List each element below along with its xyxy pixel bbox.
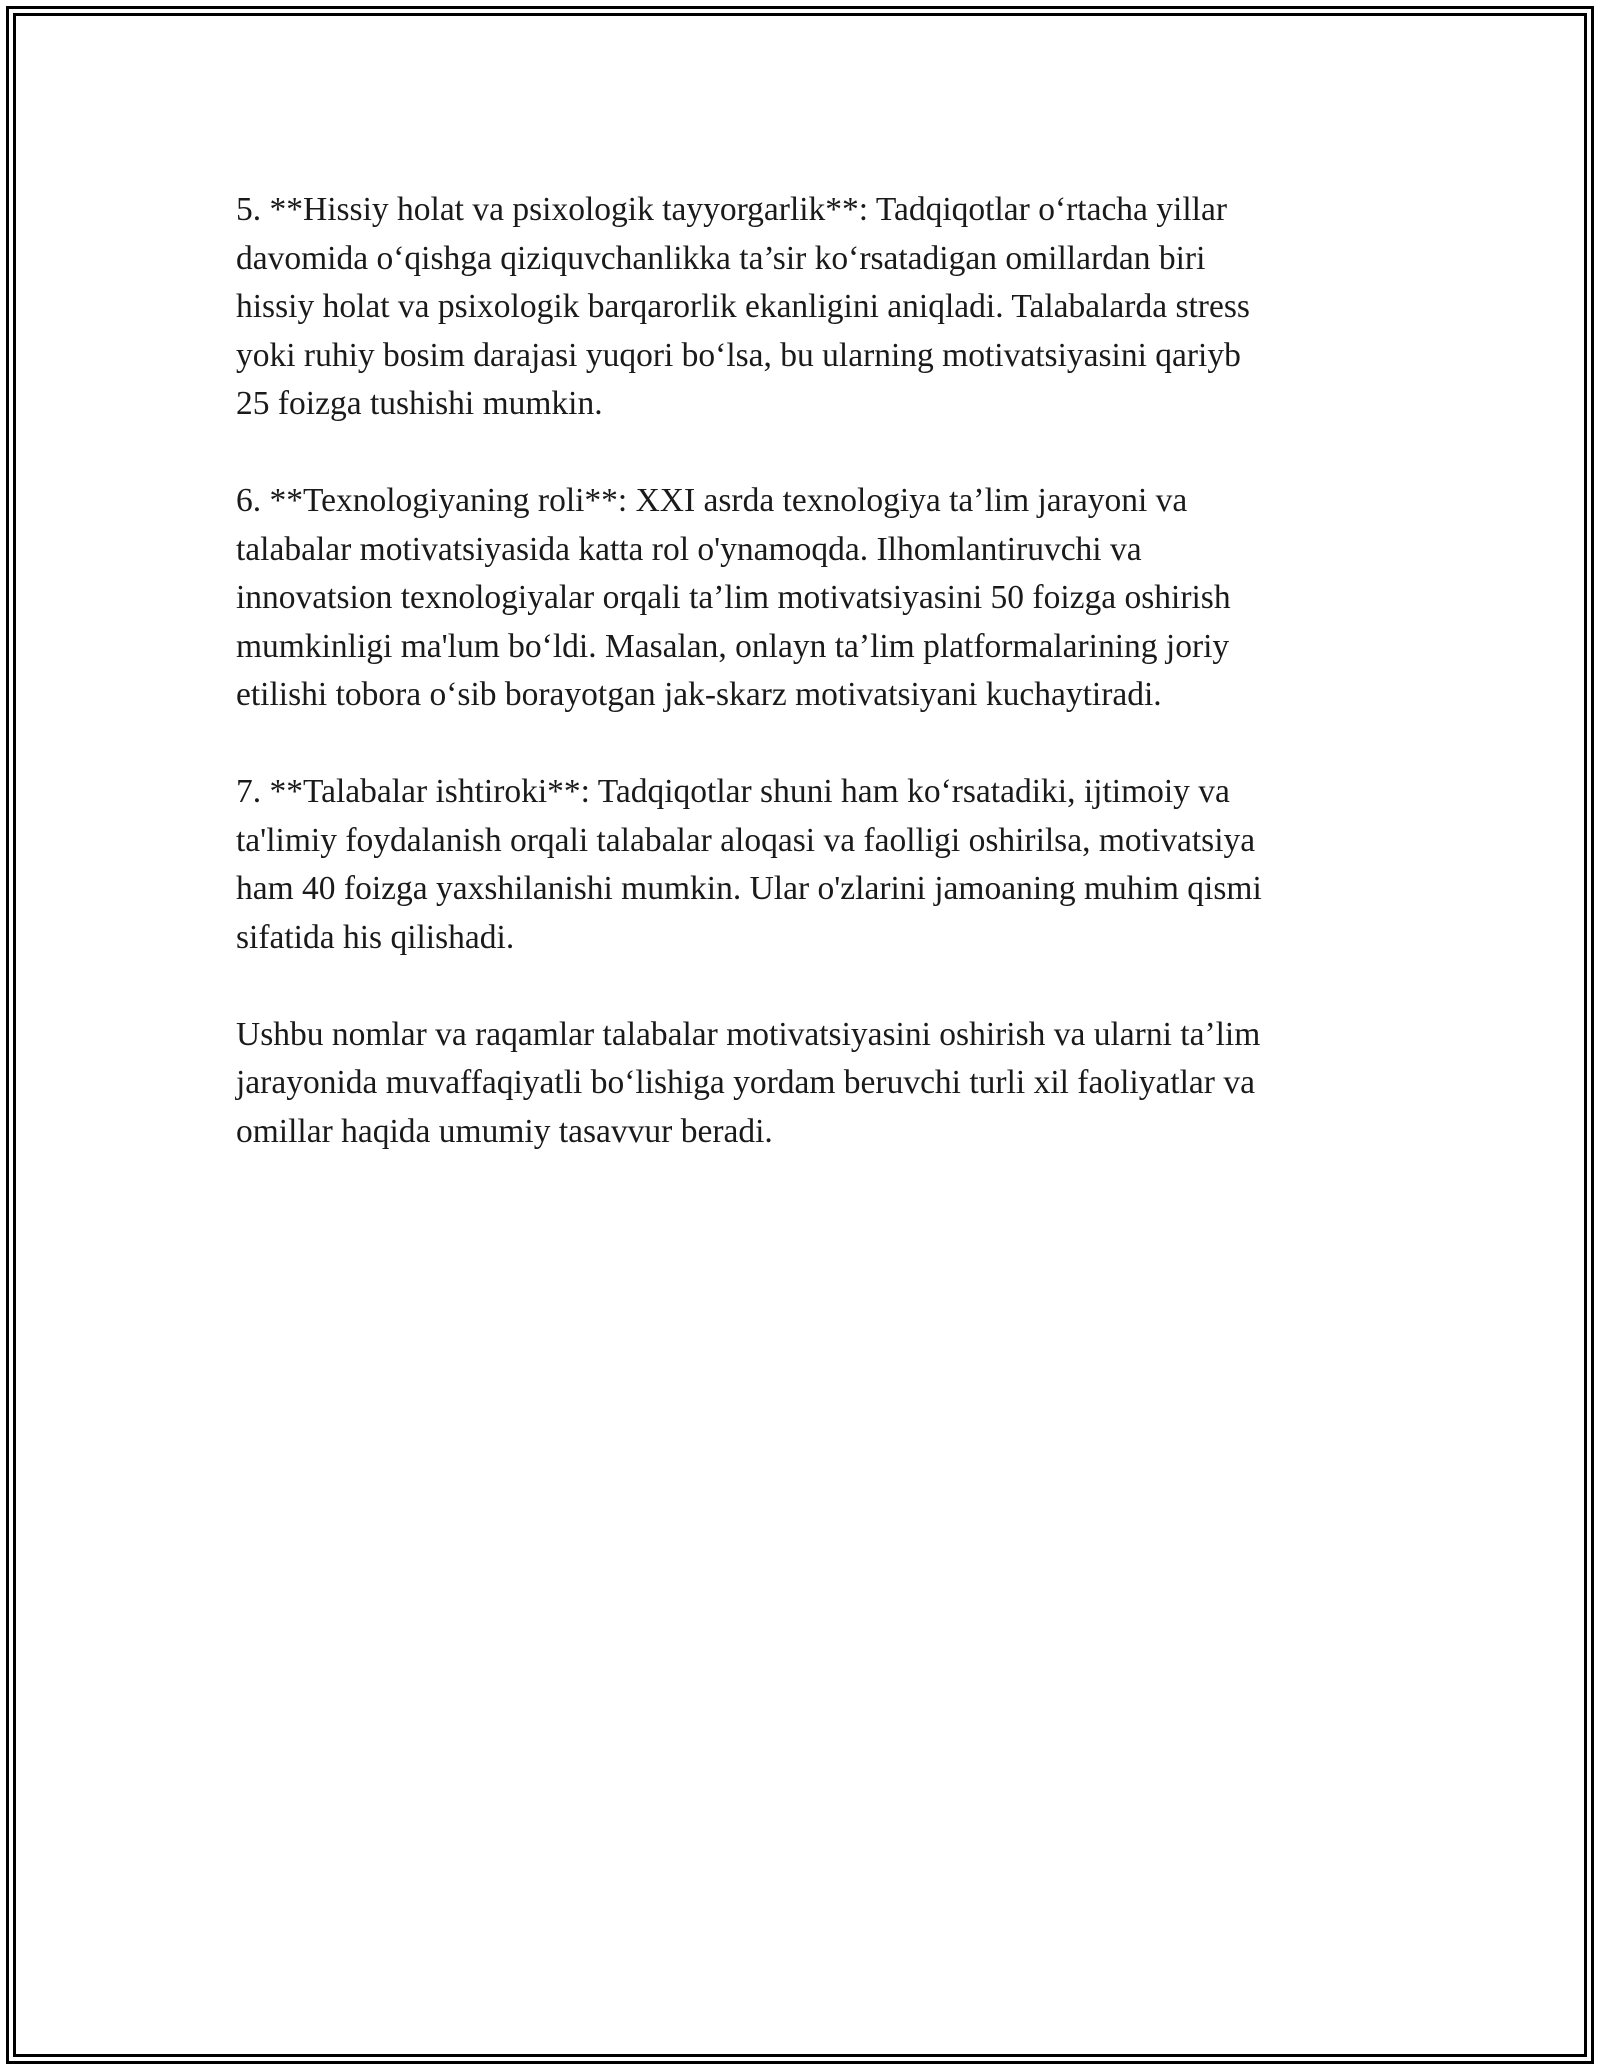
text-line: 5. **Hissiy holat va psixologik tayyorgarlik**: Tadqiqotlar oʻrtacha yillar [236, 191, 1227, 228]
text-line: innovatsion texnologiyalar orqali ta’lim motivatsiyasini 50 foizga oshirish [236, 579, 1231, 616]
paragraph-emotional-state [236, 186, 1366, 429]
document-body [236, 186, 1366, 1205]
text-line: omillar haqida umumiy tasavvur beradi. [236, 1112, 773, 1150]
text-line: Ushbu nomlar va raqamlar talabalar motivatsiyasini oshirish va ularni ta’lim [236, 1015, 1261, 1053]
text-line: mumkinligi ma'lum boʻldi. Masalan, onlayn ta’lim platformalarining joriy [236, 627, 1230, 665]
text-line: hissiy holat va psixologik barqarorlik ekanligini aniqladi. Talabalarda stress [236, 288, 1250, 325]
text-line: 25 foizga tushishi mumkin. [236, 385, 603, 422]
paragraph-student-participation [236, 768, 1366, 962]
text-line: 7. **Talabalar ishtiroki**: Tadqiqotlar shuni ham koʻrsatadiki, ijtimoiy va [236, 773, 1230, 810]
paragraph-technology-role [236, 477, 1366, 720]
paragraph-conclusion [236, 1011, 1366, 1157]
text-line: ham 40 foizga yaxshilanishi mumkin. Ular o'zlarini jamoaning muhim qismi [236, 870, 1262, 907]
text-line: etilishi tobora oʻsib borayotgan jak-skarz motivatsiyani kuchaytiradi. [236, 676, 1162, 713]
text-line: jarayonida muvaffaqiyatli boʻlishiga yordam beruvchi turli xil faoliyatlar va [236, 1064, 1255, 1101]
text-line: 6. **Texnologiyaning roli**: XXI asrda texnologiya ta’lim jarayoni va [236, 482, 1188, 519]
text-line: sifatida his qilishadi. [236, 918, 515, 956]
text-line: yoki ruhiy bosim darajasi yuqori boʻlsa, bu ularning motivatsiyasini qariyb [236, 336, 1241, 374]
text-line: ta'limiy foydalanish orqali talabalar aloqasi va faolligi oshirilsa, motivatsiya [236, 821, 1256, 859]
text-line: talabalar motivatsiyasida katta rol o'ynamoqda. Ilhomlantiruvchi va [236, 530, 1142, 568]
text-line: davomida oʻqishga qiziquvchanlikka ta’sir koʻrsatadigan omillardan biri [236, 239, 1206, 277]
